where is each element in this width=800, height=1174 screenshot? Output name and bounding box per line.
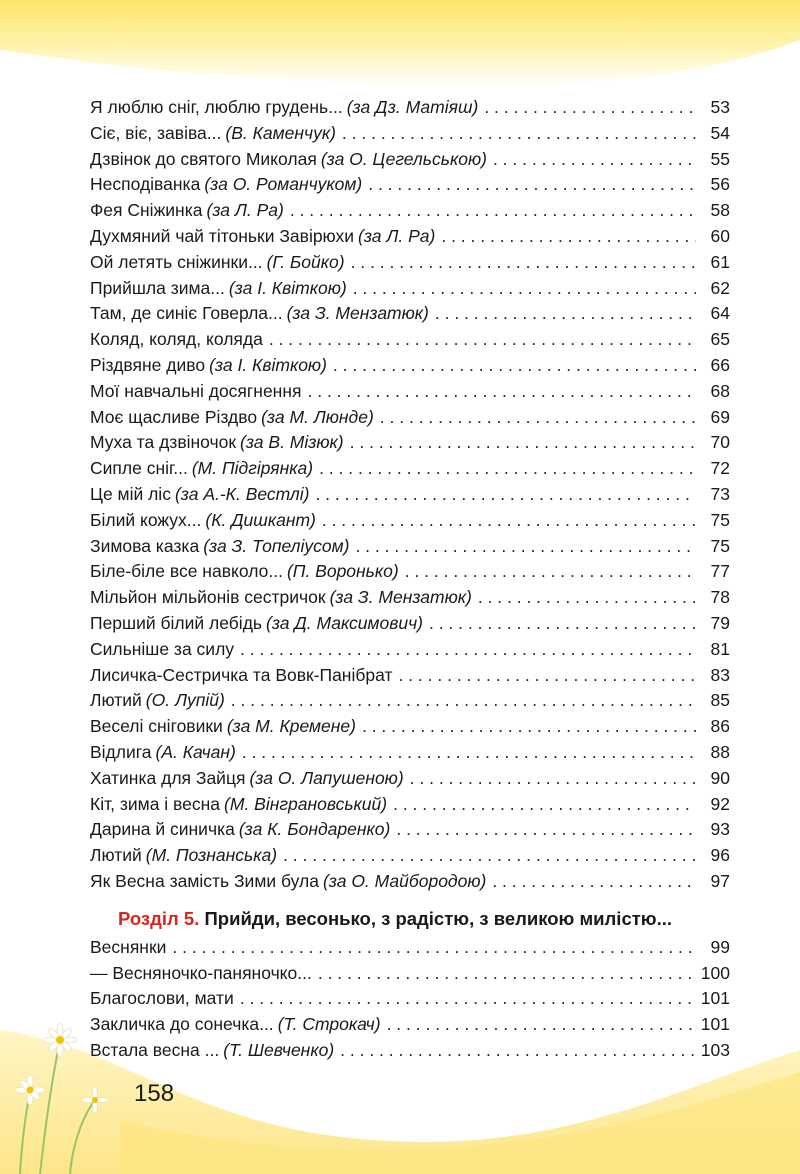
entry-title: Муха та дзвіночок [90,432,237,453]
toc-entry [90,482,730,508]
section-heading [118,905,730,933]
entry-title-wrap [90,740,236,766]
entry-page-number: 78 [710,587,730,608]
entry-title-wrap [90,508,316,534]
toc-entry [90,95,730,121]
dot-leader [405,559,696,585]
dot-leader [441,224,696,250]
entry-page-number: 75 [710,509,730,530]
toc-entry [90,379,730,405]
entry-title-wrap [90,276,347,302]
toc-entry [90,456,730,482]
entry-author: (К. Дишкант) [205,509,316,530]
entry-title-wrap [90,559,399,585]
dot-leader [484,95,696,121]
entry-title: Несподіванка [90,174,201,195]
entry-title-wrap [90,792,387,818]
toc-entry [90,121,730,147]
dot-leader [493,147,696,173]
entry-author: (Т. Шевченко) [223,1039,335,1060]
entry-author: (за І. Квіткою) [209,354,327,375]
dot-leader [387,1012,695,1038]
entry-title: Веселі сніговики [90,716,223,737]
entry-title-wrap [90,961,312,987]
toc-entry [90,817,730,843]
dot-leader [315,482,696,508]
toc-entry [90,224,730,250]
entry-title-wrap [90,95,478,121]
entry-title-wrap [90,198,284,224]
toc-entries [90,95,730,895]
entry-page-number: 62 [710,277,730,298]
entry-title: Це мій ліс [90,483,171,504]
dot-leader [240,986,695,1012]
entry-title: Перший білий лебідь [90,612,263,633]
entry-title: Ой летять сніжинки... [90,251,263,272]
entry-author: (за О. Лапушеною) [249,767,404,788]
entry-title-wrap [90,147,487,173]
entry-title-wrap [90,766,404,792]
entry-title: Відлига [90,741,152,762]
entry-author: (за О. Цегельською) [320,148,487,169]
toc-entry [90,869,730,895]
dot-leader [172,935,696,961]
toc-entry [90,301,730,327]
entry-author: (за Д. Максимович) [266,612,423,633]
dot-leader [350,430,696,456]
dot-leader [478,585,696,611]
entry-page-number: 69 [710,406,730,427]
entry-author: (за А.-К. Вестлі) [174,483,310,504]
dot-leader [429,611,696,637]
entry-page-number: 66 [710,354,730,375]
entry-title-wrap [90,456,313,482]
dot-leader [333,353,696,379]
table-of-contents [90,95,730,1064]
entry-author: (за М. Люнде) [261,406,374,427]
dot-leader [362,714,696,740]
dot-leader [355,534,696,560]
dot-leader [322,508,696,534]
page-number: 158 [134,1080,175,1107]
entry-title: Встала весна ... [90,1039,220,1060]
entry-page-number: 90 [710,767,730,788]
entry-title-wrap [90,817,390,843]
dot-leader [380,405,696,431]
toc-entry [90,637,730,663]
entry-page-number: 83 [710,664,730,685]
dot-leader [435,301,696,327]
toc-entry [90,1012,730,1038]
toc-entry [90,688,730,714]
entry-title: Сіє, віє, завіва... [90,122,222,143]
entry-title: Сильніше за силу [90,638,235,659]
entry-title-wrap [90,869,486,895]
entry-author: (О. Лупій) [145,690,225,711]
entry-title: Різдвяне диво [90,354,206,375]
entry-page-number: 97 [710,870,730,891]
entry-author: (П. Воронько) [286,561,399,582]
dot-leader [340,1038,695,1064]
entry-title: Дзвінок до святого Миколая [90,148,317,169]
entry-author: (за О. Романчуком) [204,174,363,195]
entry-title: Моє щасливе Різдво [90,406,258,427]
entry-title-wrap [90,688,225,714]
entry-author: (за М. Кремене) [226,716,356,737]
toc-entry [90,198,730,224]
entry-author: (М. Вінграновський) [224,793,388,814]
entry-title: — Весняночко-паняночко... [90,962,312,983]
entry-author: (за О. Майбородою) [322,870,487,891]
dot-leader [342,121,696,147]
dot-leader [398,663,696,689]
toc-entry [90,766,730,792]
entry-title: Кіт, зима і весна [90,793,221,814]
entry-page-number: 86 [710,716,730,737]
toc-entry [90,353,730,379]
toc-entry [90,1038,730,1064]
toc-entry [90,585,730,611]
toc-entry [90,508,730,534]
entry-page-number: 79 [710,612,730,633]
entry-title: Благослови, мати [90,988,234,1009]
entry-title-wrap [90,250,345,276]
entry-title: Там, де синіє Говерла... [90,303,283,324]
entry-title-wrap [90,224,435,250]
toc-entry [90,276,730,302]
toc-entry [90,792,730,818]
entry-title-wrap [90,714,356,740]
dot-leader [242,740,696,766]
entry-title-wrap [90,986,234,1012]
entry-title-wrap [90,585,472,611]
entry-title-wrap [90,327,263,353]
toc-entry [90,172,730,198]
dot-leader [283,843,696,869]
dot-leader [368,172,696,198]
entry-title-wrap [90,405,374,431]
section-entries [90,935,730,1064]
toc-entry [90,147,730,173]
entry-title-wrap [90,301,429,327]
entry-title: Лютий [90,845,142,866]
entry-page-number: 54 [710,122,730,143]
entry-title-wrap [90,353,327,379]
entry-title: Мої навчальні досягнення [90,380,302,401]
entry-title-wrap [90,935,166,961]
dot-leader [290,198,696,224]
entry-page-number: 99 [710,936,730,957]
section-title: Прийди, весонько, з радістю, з великою милістю... [204,907,673,929]
entry-page-number: 65 [710,329,730,350]
entry-author: (за З. Топеліусом) [203,535,350,556]
entry-page-number: 101 [700,988,730,1009]
entry-author: (за Дз. Матіяш) [346,97,479,117]
dot-leader [231,688,696,714]
dot-leader [240,637,696,663]
dot-leader [319,456,696,482]
entry-page-number: 58 [710,200,730,221]
entry-title-wrap [90,379,302,405]
entry-title-wrap [90,430,344,456]
entry-author: (за К. Бондаренко) [238,819,391,840]
entry-title-wrap [90,482,309,508]
toc-entry [90,740,730,766]
entry-author: (М. Познанська) [145,845,278,866]
entry-title-wrap [90,172,362,198]
dot-leader [410,766,696,792]
entry-author: (за І. Квіткою) [228,277,347,298]
dot-leader [393,792,696,818]
toc-entry [90,663,730,689]
toc-entry [90,327,730,353]
dot-leader [308,379,697,405]
entry-page-number: 55 [710,148,730,169]
dot-leader [492,869,696,895]
entry-title-wrap [90,1012,381,1038]
entry-page-number: 103 [700,1039,730,1060]
entry-page-number: 81 [710,638,730,659]
entry-title-wrap [90,637,234,663]
entry-title: Як Весна замість Зими була [90,870,319,891]
entry-page-number: 88 [710,741,730,762]
dot-leader [318,961,695,987]
dot-leader [353,276,696,302]
entry-page-number: 77 [710,561,730,582]
entry-author: (за Л. Ра) [206,200,284,221]
entry-page-number: 93 [710,819,730,840]
entry-title-wrap [90,534,349,560]
dot-leader [351,250,696,276]
entry-author: (за З. Мензатюк) [329,587,472,608]
section-label: Розділ 5. [118,907,200,929]
toc-entry [90,843,730,869]
entry-title-wrap [90,1038,334,1064]
entry-page-number: 56 [710,174,730,195]
entry-page-number: 61 [710,251,730,272]
toc-entry [90,611,730,637]
entry-title: Фея Сніжинка [90,200,203,221]
entry-title: Біле-біле все навколо... [90,561,283,582]
entry-page-number: 60 [710,225,730,246]
entry-page-number: 96 [710,845,730,866]
entry-title: Прийшла зима... [90,277,225,298]
entry-page-number: 85 [710,690,730,711]
entry-title: Духмяний чай тітоньки Завірюхи [90,225,355,246]
toc-entry [90,559,730,585]
toc-entry [90,961,730,987]
toc-entry [90,935,730,961]
entry-title: Хатинка для Зайця [90,767,246,788]
toc-entry [90,986,730,1012]
toc-entry [90,405,730,431]
entry-author: (Т. Строкач) [277,1014,381,1035]
entry-page-number: 101 [700,1014,730,1035]
entry-title: Закличка до сонечка... [90,1014,274,1035]
entry-title-wrap [90,663,392,689]
entry-title-wrap [90,843,277,869]
entry-title-wrap [90,121,336,147]
entry-author: (за Л. Ра) [358,225,436,246]
entry-author: (Г. Бойко) [266,251,345,272]
dot-leader [396,817,696,843]
entry-title: Я люблю сніг, люблю грудень... [90,97,343,117]
entry-author: (А. Качан) [155,741,236,762]
dot-leader [269,327,696,353]
entry-title: Дарина й синичка [90,819,235,840]
entry-author: (за В. Мізюк) [240,432,344,453]
entry-title: Лисичка-Сестричка та Вовк-Панібрат [90,664,393,685]
toc-entry [90,250,730,276]
entry-page-number: 92 [710,793,730,814]
entry-title: Мільйон мільйонів сестричок [90,587,326,608]
entry-title: Лютий [90,690,142,711]
entry-page-number: 70 [710,432,730,453]
entry-page-number: 53 [710,97,730,117]
entry-title: Зимова казка [90,535,200,556]
entry-page-number: 75 [710,535,730,556]
entry-page-number: 100 [700,962,730,983]
toc-entry [90,534,730,560]
entry-page-number: 64 [710,303,730,324]
entry-title: Сипле сніг... [90,458,188,479]
toc-entry [90,430,730,456]
entry-page-number: 72 [710,458,730,479]
entry-title: Веснянки [90,936,167,957]
entry-author: (за З. Мензатюк) [286,303,429,324]
entry-author: (В. Каменчук) [225,122,336,143]
entry-title: Білий кожух... [90,509,202,530]
entry-page-number: 68 [710,380,730,401]
toc-entry [90,714,730,740]
entry-page-number: 73 [710,483,730,504]
entry-author: (М. Підгірянка) [191,458,314,479]
entry-title: Коляд, коляд, коляда [90,329,263,350]
entry-title-wrap [90,611,423,637]
